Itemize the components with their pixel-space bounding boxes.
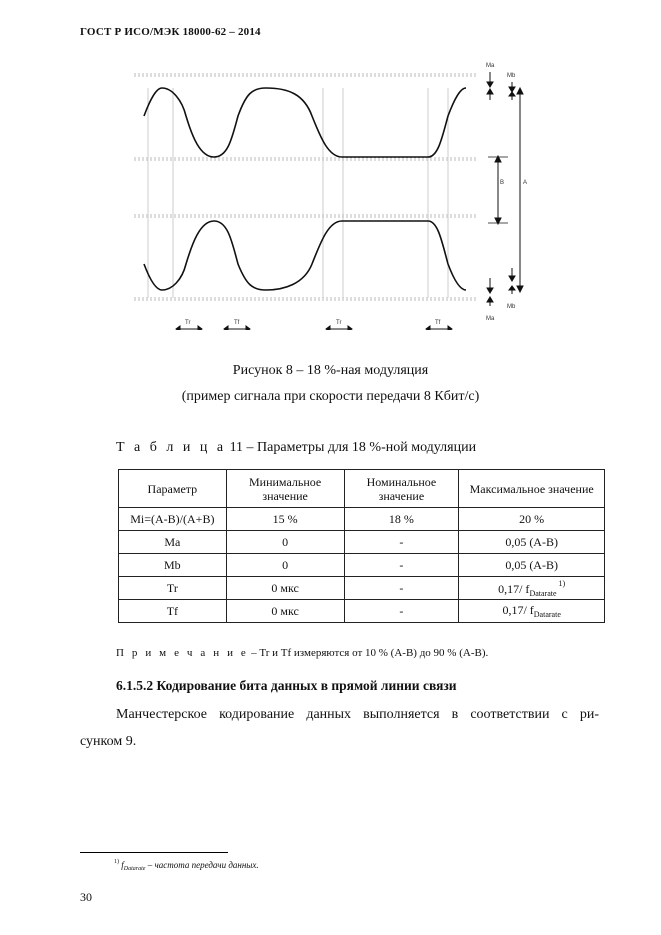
- page-number: 30: [80, 890, 92, 904]
- max-cell: 20 %: [459, 508, 605, 531]
- nom-cell: -: [344, 531, 459, 554]
- upper-waveform: [144, 88, 466, 157]
- label-ma-bottom: Ma: [486, 316, 495, 322]
- max-cell: [459, 577, 605, 600]
- min-cell: 0 мкс: [226, 600, 344, 623]
- figure-caption: Рисунок 8 – 18 %-ная модуляция: [232, 363, 429, 378]
- nom-cell: 18 %: [344, 508, 459, 531]
- figure-subcaption: (пример сигнала при скорости передачи 8 Кбит/с): [181, 389, 480, 404]
- table-row: [119, 577, 605, 600]
- note-label: П р и м е ч а н и е: [116, 647, 249, 659]
- table-row: [119, 508, 605, 531]
- table-title-label: Т а б л и ц а: [116, 440, 227, 455]
- label-tf-2: Tf: [435, 320, 441, 326]
- footnote-mark: 1): [114, 859, 119, 865]
- paragraph-line-1: Манчестерское кодирование данных выполняется в соответствии с ри-: [116, 707, 599, 722]
- label-tr-1: Tr: [185, 320, 191, 326]
- max-prefix: 0,17/ f: [502, 603, 534, 617]
- note-text: – Tr и Tf измеряются от 10 % (A-B) до 90 % (A-B).: [248, 647, 489, 659]
- max-subscript: Datarate: [533, 610, 561, 619]
- vertical-guides: [148, 88, 448, 298]
- header-cell: Максимальное значение: [459, 470, 605, 508]
- lower-waveform: [144, 221, 466, 290]
- section-heading: 6.1.5.2 Кодирование бита данных в прямой линии связи: [116, 678, 457, 693]
- max-cell: 0,05 (A-B): [459, 554, 605, 577]
- header-cell: Минимальное значение: [226, 470, 344, 508]
- parameters-table: [118, 469, 605, 623]
- max-cell: 0,05 (A-B): [459, 531, 605, 554]
- max-prefix: 0,17/ f: [498, 581, 530, 596]
- footnote-f: f: [121, 860, 124, 870]
- modulation-figure: [128, 58, 538, 330]
- header-cell: Номинальное значение: [344, 470, 459, 508]
- table-title-text: 11 – Параметры для 18 %-ной модуляции: [226, 440, 477, 455]
- paragraph-line-2: сунком 9.: [80, 734, 137, 749]
- min-cell: 0: [226, 531, 344, 554]
- table-title: [116, 440, 476, 456]
- label-b: B: [500, 180, 505, 186]
- param-cell: Ma: [119, 531, 227, 554]
- min-cell: 15 %: [226, 508, 344, 531]
- label-mb-bottom: Mb: [507, 304, 516, 310]
- max-subscript: Datarate: [529, 588, 557, 598]
- label-tf-1: Tf: [234, 320, 240, 326]
- param-cell: Tr: [119, 577, 227, 600]
- nom-cell: -: [344, 577, 459, 600]
- param-cell: Tf: [119, 600, 227, 623]
- label-ma-top: Ma: [486, 63, 495, 69]
- measurement-markers: [487, 72, 523, 306]
- footnote-text: – частота передачи данных.: [145, 860, 259, 870]
- min-cell: 0: [226, 554, 344, 577]
- timing-arrows: [176, 326, 452, 330]
- nom-cell: -: [344, 554, 459, 577]
- table-row: [119, 554, 605, 577]
- footnote-separator: [80, 852, 228, 853]
- label-mb-top: Mb: [507, 73, 516, 79]
- label-tr-2: Tr: [336, 320, 342, 326]
- footnote: [114, 859, 259, 872]
- footnote-ref: 1): [558, 578, 566, 588]
- table-row: [119, 531, 605, 554]
- max-cell: [459, 600, 605, 623]
- param-cell: Mb: [119, 554, 227, 577]
- header-cell: Параметр: [119, 470, 227, 508]
- page-header: ГОСТ Р ИСО/МЭК 18000-62 – 2014: [80, 26, 261, 38]
- footnote-subscript: Datarate: [123, 866, 146, 872]
- min-cell: 0 мкс: [226, 577, 344, 600]
- table-row: [119, 600, 605, 623]
- table-header-row: [119, 470, 605, 508]
- nom-cell: -: [344, 600, 459, 623]
- table-note: [116, 647, 488, 659]
- label-a: A: [523, 180, 528, 186]
- param-cell: Mi=(A-B)/(A+B): [119, 508, 227, 531]
